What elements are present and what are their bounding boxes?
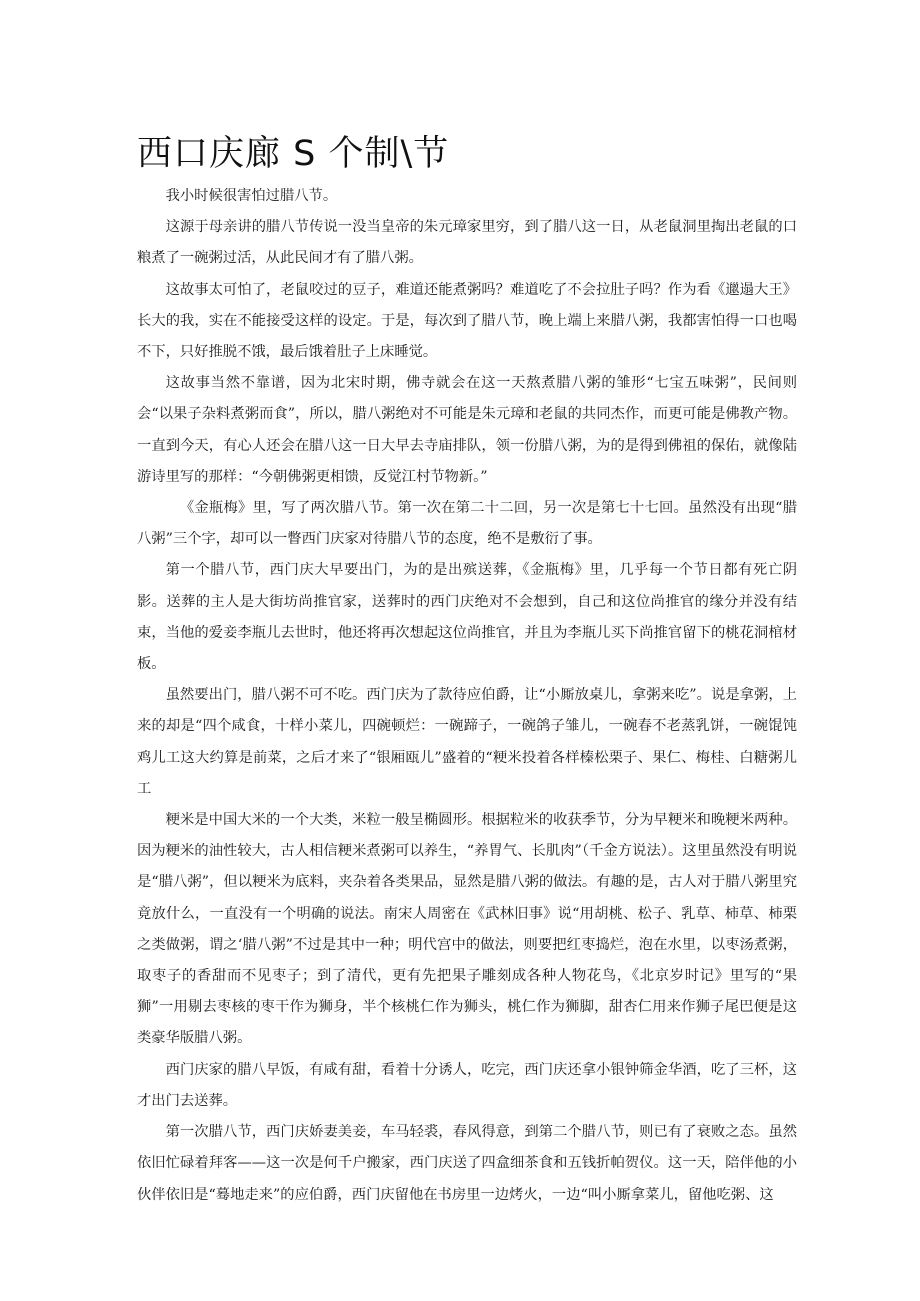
article-body — [137, 181, 797, 1211]
paragraph-9: 西门庆家的腊八早饭，有咸有甜，看着十分诱人，吃完，西门庆还拿小银钟筛金华酒，吃了三杯，这才出门去送葬。 — [137, 1061, 797, 1109]
paragraph-3: 这故事太可怕了，老鼠咬过的豆子，难道还能煮粥吗？难道吃了不会拉肚子吗？作为看《邋遢大王》长大的我，实在不能接受这样的设定。于是，每次到了腊八节，晚上端上来腊八粥，我都害怕得一口也喝不下，只好推脱不饿，最后饿着肚子上床睡觉。 — [137, 281, 797, 361]
paragraph-7: 虽然要出门，腊八粥不可不吃。西门庆为了款待应伯爵，让“小厮放桌儿，拿粥来吃”。说是拿粥，上来的却是“四个咸食，十样小菜儿，四碗顿烂：一碗蹄子，一碗鸽子雏儿，一碗春不老蒸乳饼，一碗馄饨鸡儿工这大约算是前菜，之后才来了“银厢瓯儿”盛着的“粳米投着各样榛松栗子、果仁、梅桂、白糖粥儿工 — [137, 687, 797, 797]
paragraph-1: 我小时候很害怕过腊八节。 — [165, 188, 338, 204]
paragraph-10: 第一次腊八节，西门庆娇妻美妾，车马轻裘，春风得意，到第二个腊八节，则已有了衰败之态。虽然依旧忙碌着拜客——这一次是何千户搬家，西门庆送了四盒细茶食和五钱折帕贺仪。这一天，陪伴他的小伙伴依旧是“蓦地走来”的应伯爵，西门庆留他在书房里一边烤火，一边“叫小厮拿菜儿，留他吃粥、这 — [137, 1124, 797, 1203]
paragraph-8: 粳米是中国大米的一个大类，米粒一般呈椭圆形。根据粒米的收获季节，分为早粳米和晚粳米两种。因为粳米的油性较大，古人相信粳米煮粥可以养生，“养胃气、长肌肉”（千金方说法）。这里虽然没有明说是“腊八粥”，但以粳米为底料，夹杂着各类果品，显然是腊八粥的做法。有趣的是，古人对于腊八粥里究竟放什么，一直没有一个明确的说法。南宋人周密在《武林旧事》说“用胡桃、松子、乳草、柿草、柿栗之类做粥，谓之‘腊八粥”不过是其中一种；明代宫中的做法，则要把红枣捣烂，泡在水里，以枣汤煮粥，取枣子的香甜而不见枣子；到了清代，更有先把果子雕刻成各种人物花鸟，《北京岁时记》里写的“果狮”一用剔去枣核的枣干作为狮身，半个核桃仁作为狮头，桃仁作为狮脚，甜杏仁用来作狮子尾巴便是这类豪华版腊八粥。 — [137, 812, 797, 1047]
paragraph-6: 第一个腊八节，西门庆大早要出门，为的是出殡送葬，《金瓶梅》里，几乎每一个节日都有死亡阴影。送葬的主人是大街坊尚推官家，送葬时的西门庆绝对不会想到，自己和这位尚推官的缘分并没有结束，当他的爱妾李瓶儿去世时，他还将再次想起这位尚推官，并且为李瓶儿买下尚推官留下的桃花洞棺材板。 — [137, 562, 797, 673]
paragraph-4: 这故事当然不靠谱，因为北宋时期，佛寺就会在这一天熬煮腊八粥的雏形“七宝五味粥”，民间则会“以果子杂料煮粥而食”，所以，腊八粥绝对不可能是朱元璋和老鼠的共同杰作，而更可能是佛教产物。一直到今天，有心人还会在腊八这一日大早去寺庙排队，领一份腊八粥，为的是得到佛祖的保佑，就像陆游诗里写的那样：“今朝佛粥更相馈，反觉江村节物新。” — [137, 375, 797, 485]
page-title: 西口庆廊 S 个制\节 — [137, 134, 450, 174]
paragraph-2: 这源于母亲讲的腊八节传说一没当皇帝的朱元璋家里穷，到了腊八这一日，从老鼠洞里掏出老鼠的口粮煮了一碗粥过活，从此民间才有了腊八粥。 — [137, 219, 797, 267]
paragraph-5: 《金瓶梅》里，写了两次腊八节。第一次在第二十二回，另一次是第七十七回。虽然没有出现“腊八粥”三个字，却可以一瞥西门庆家对待腊八节的态度，绝不是敷衍了事。 — [137, 500, 797, 548]
